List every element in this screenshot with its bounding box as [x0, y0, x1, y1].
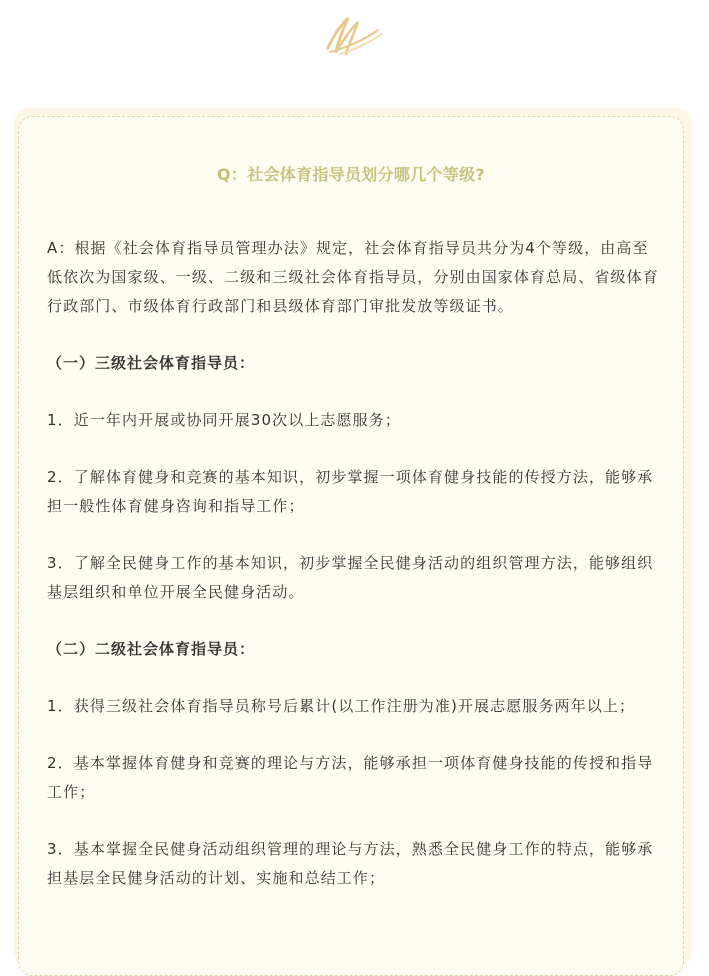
list-item: 2．了解体育健身和竞赛的基本知识，初步掌握一项体育健身技能的传授方法，能够承担一般性体育健身咨询和指导工作； [47, 468, 654, 515]
list-item: 1．获得三级社会体育指导员称号后累计(以工作注册为准)开展志愿服务两年以上； [47, 697, 636, 715]
list-item: 2．基本掌握体育健身和竞赛的理论与方法，能够承担一项体育健身技能的传授和指导工作； [47, 754, 654, 801]
qa-card [18, 116, 684, 976]
list-item: 3．了解全民健身工作的基本知识，初步掌握全民健身活动的组织管理方法，能够组织基层组织和单位开展全民健身活动。 [47, 554, 654, 601]
list-item: 1．近一年内开展或协同开展30次以上志愿服务； [47, 411, 401, 429]
answer-intro: A：根据《社会体育指导员管理办法》规定，社会体育指导员共分为4个等级，由高至低依次为国家级、一级、二级和三级社会体育指导员，分别由国家体育总局、省级体育行政部门、市级体育行政部门和县级体育部门审批发放等级证书。 [47, 239, 659, 315]
list-item: 3．基本掌握全民健身活动组织管理的理论与方法，熟悉全民健身工作的特点，能够承担基层全民健身活动的计划、实施和总结工作； [47, 840, 654, 887]
section-heading-level-2: （二）二级社会体育指导员： [47, 640, 256, 658]
question-title: Q：社会体育指导员划分哪几个等级? [217, 165, 485, 184]
section-heading-level-3: （一）三级社会体育指导员： [47, 354, 256, 372]
brush-stroke-ornament-icon [318, 8, 388, 60]
answer-content [47, 234, 659, 921]
